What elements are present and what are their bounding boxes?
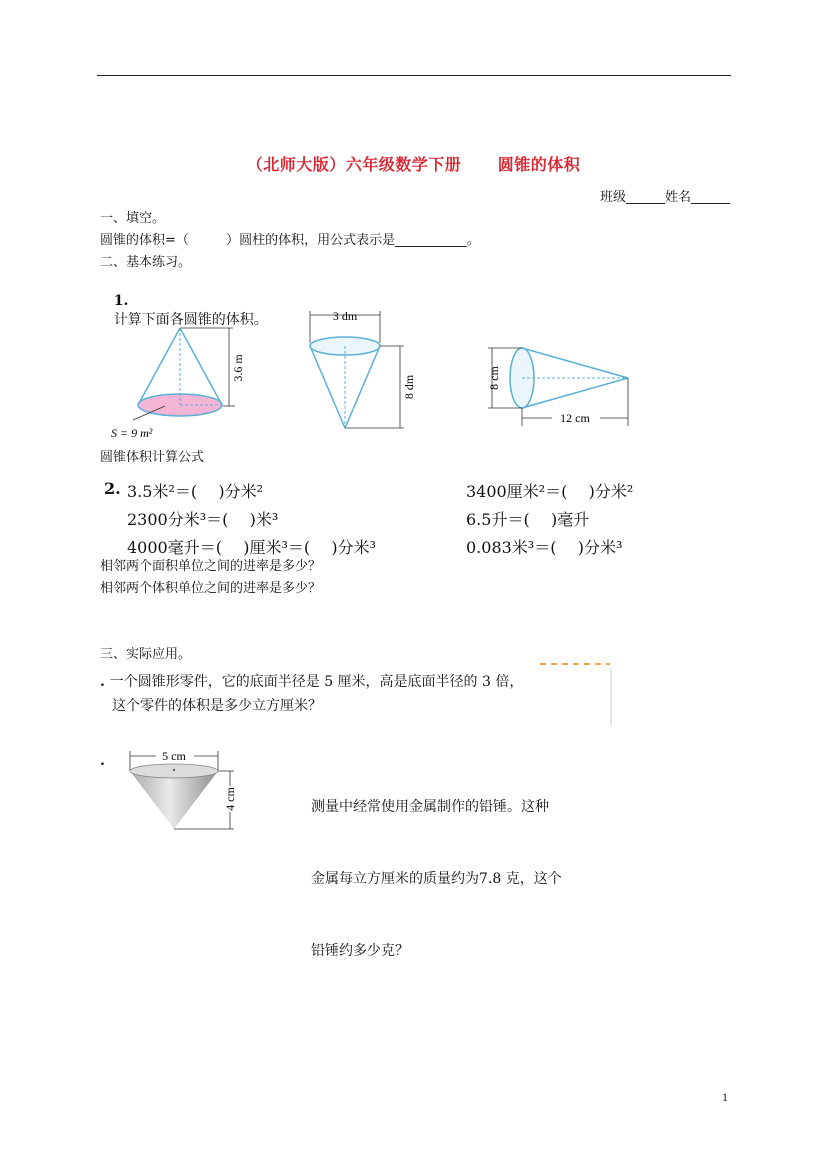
conversion-text: 2300分米³＝( bbox=[127, 510, 229, 529]
cone-figure-2 bbox=[300, 305, 420, 435]
q2-number: 2. bbox=[104, 479, 121, 498]
bullet-dot: . bbox=[100, 753, 105, 769]
section3-heading: 三、实际应用。 bbox=[100, 647, 192, 662]
conversion-text: 0.083米³＝( bbox=[466, 538, 557, 557]
problem1-text: 一个圆锥形零件，它的底面半径是 5 厘米，高是底面半径的 3 倍， bbox=[109, 674, 524, 690]
conversion-item-4 bbox=[466, 507, 589, 530]
cone1-base-label: S = 9 m² bbox=[111, 426, 153, 440]
conversion-text: )毫升 bbox=[540, 510, 590, 529]
q1-number: 1. bbox=[113, 293, 129, 309]
problem2-text bbox=[311, 747, 562, 987]
cone-figure-3 bbox=[480, 340, 635, 430]
section1-heading: 一、填空。 bbox=[100, 211, 166, 226]
class-name-field: 班级______姓名______ bbox=[599, 190, 730, 205]
conversion-text: 3.5米²＝( bbox=[127, 482, 198, 501]
bullet-dot: . bbox=[100, 674, 110, 690]
problem2-line2: 金属每立方厘米的质量约为7.8 克，这个 bbox=[311, 871, 562, 887]
problem2-line3: 铅锤约多少克？ bbox=[311, 943, 409, 959]
area-rate-question: 相邻两个面积单位之间的进率是多少？ bbox=[100, 559, 322, 574]
conversion-text: )米³ bbox=[239, 510, 279, 529]
fill-blank-question: 圆锥的体积=（ ）圆柱的体积，用公式表示是___________。 bbox=[100, 233, 480, 248]
cone2-diameter-label: 3 dm bbox=[332, 309, 358, 323]
volume-rate-question: 相邻两个体积单位之间的进率是多少？ bbox=[100, 581, 322, 596]
conversion-item-6 bbox=[466, 535, 622, 558]
conversion-item-3 bbox=[127, 507, 278, 530]
page-number: 1 bbox=[722, 1090, 728, 1104]
conversion-text: )分米² bbox=[578, 482, 634, 501]
section2-heading: 二、基本练习。 bbox=[100, 255, 192, 270]
plumb-diameter-label: 5 cm bbox=[162, 749, 186, 763]
page-title: （北师大版）六年级数学下册 圆锥的体积 bbox=[246, 155, 581, 174]
plumb-bob-figure bbox=[122, 746, 247, 836]
conversion-text: )厘米³＝( bbox=[233, 538, 311, 557]
conversion-item-5 bbox=[127, 535, 376, 558]
conversion-item-1 bbox=[127, 479, 263, 502]
conversion-text: 4000毫升＝( bbox=[127, 538, 222, 557]
header-rule bbox=[97, 75, 731, 76]
problem1-line2: 这个零件的体积是多少立方厘米？ bbox=[112, 698, 322, 714]
formula-label: 圆锥体积计算公式 bbox=[100, 450, 205, 465]
conversion-text: )分米³ bbox=[321, 538, 377, 557]
decorative-dashed-corner bbox=[540, 662, 615, 728]
cone2-height-label: 8 dm bbox=[402, 374, 416, 400]
conversion-text: )分米² bbox=[208, 482, 264, 501]
conversion-text: )分米³ bbox=[567, 538, 623, 557]
conversion-item-2 bbox=[466, 479, 633, 502]
cone3-length-label: 12 cm bbox=[560, 411, 590, 425]
q1-prompt: 计算下面各圆锥的体积。 bbox=[113, 312, 268, 328]
plumb-height-label: 4 cm bbox=[223, 787, 237, 811]
conversion-text: 3400厘米²＝( bbox=[466, 482, 568, 501]
problem1-line1 bbox=[100, 671, 523, 691]
cone-figure-1 bbox=[105, 318, 245, 443]
problem2-line1: 测量中经常使用金属制作的铅锤。这种 bbox=[311, 799, 549, 815]
cone1-height-label: 3.6 m bbox=[231, 354, 245, 382]
cone3-diameter-label: 8 cm bbox=[487, 366, 501, 390]
conversion-text: 6.5升＝( bbox=[466, 510, 530, 529]
